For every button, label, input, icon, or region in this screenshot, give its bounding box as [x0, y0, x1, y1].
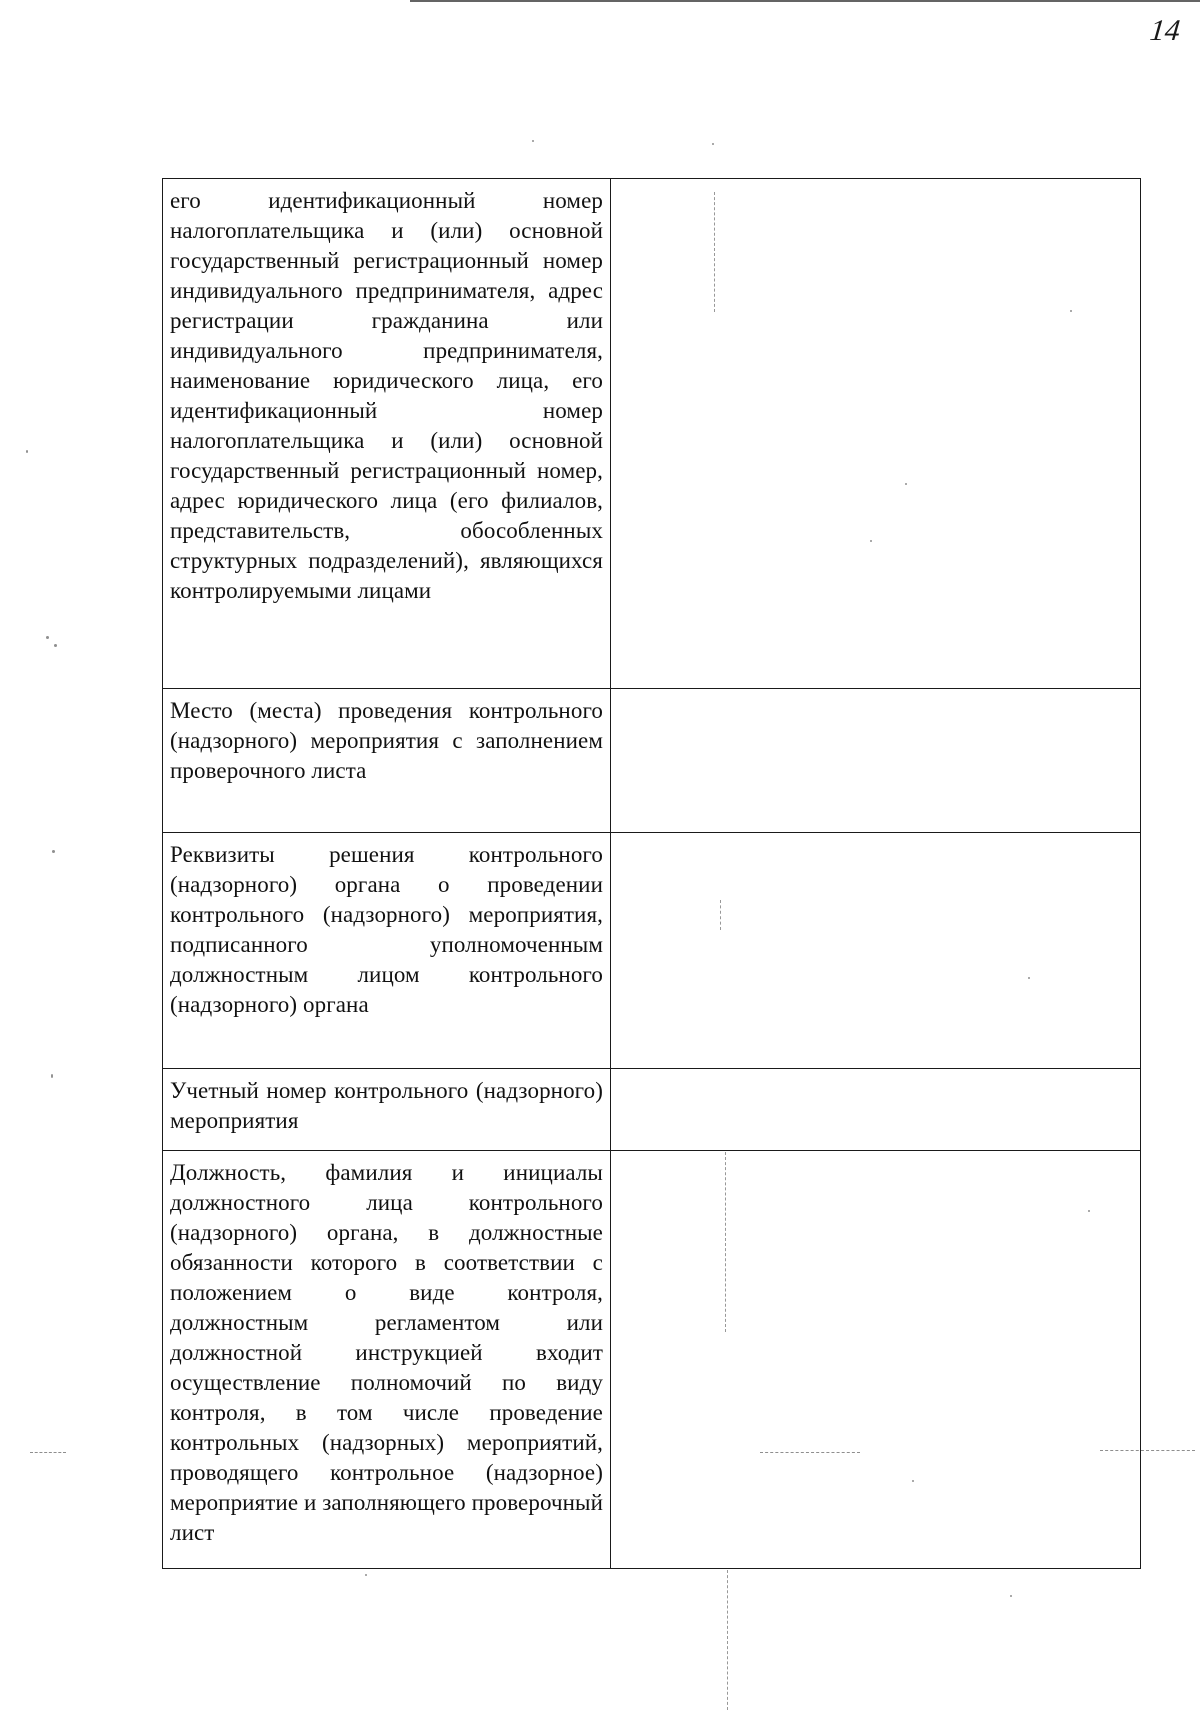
- scan-artifact-speck: [712, 143, 714, 145]
- scan-artifact-speck: [365, 1574, 367, 1576]
- scan-artifact-line: [760, 1452, 860, 1453]
- scan-artifact-line: [720, 900, 721, 930]
- scan-artifact-speck: [26, 450, 28, 453]
- scan-artifact-line: [30, 1452, 66, 1453]
- row-label: Реквизиты решения контрольного (надзорного) органа о проведении контрольного (надзорного) мероприятия, подписанного уполномоченным должностным лицом контрольного (надзорного) органа: [163, 833, 611, 1069]
- scan-artifact-speck: [912, 1480, 914, 1482]
- scan-artifact-line: [727, 1570, 728, 1710]
- scan-artifact-speck: [52, 850, 55, 853]
- scan-artifact-line: [1100, 1450, 1195, 1451]
- scan-artifact-speck: [1070, 310, 1072, 312]
- scan-artifact-speck: [1088, 1210, 1090, 1212]
- scan-artifact-line: [714, 192, 715, 312]
- row-label: Должность, фамилия и инициалы должностного лица контрольного (надзорного) органа, в должностные обязанности которого в соответствии с положением о виде контроля, должностным регламентом или должностной инструкцией входит осуществление полномочий по виду контроля, в том числе проведение контрольных (надзорных) мероприятий, проводящего контрольное (надзорное) мероприятие и заполняющего проверочный лист: [163, 1151, 611, 1569]
- table-row: [163, 1151, 1141, 1569]
- row-value-field[interactable]: [611, 1069, 1141, 1151]
- table-row: [163, 689, 1141, 833]
- table-row: [163, 1069, 1141, 1151]
- scan-artifact-speck: [870, 540, 872, 542]
- row-label: Учетный номер контрольного (надзорного) мероприятия: [163, 1069, 611, 1151]
- row-value-field[interactable]: [611, 833, 1141, 1069]
- scan-artifact-speck: [532, 140, 534, 142]
- scan-artifact-speck: [54, 644, 57, 647]
- row-value-field[interactable]: [611, 689, 1141, 833]
- scan-artifact-speck: [46, 636, 49, 639]
- row-label: его идентификационный номер налогоплательщика и (или) основной государственный регистрационный номер индивидуального предпринимателя, адрес регистрации гражданина или индивидуального предпринимателя, наименование юридического лица, его идентификационный номер налогоплательщика и (или) основной государственный регистрационный номер, адрес юридического лица (его филиалов, представительств, обособленных структурных подразделений), являющихся контролируемыми лицами: [163, 179, 611, 689]
- scan-artifact-line: [725, 1152, 726, 1332]
- row-label: Место (места) проведения контрольного (надзорного) мероприятия с заполнением проверочного листа: [163, 689, 611, 833]
- scan-artifact-speck: [1028, 977, 1030, 979]
- row-value-field[interactable]: [611, 179, 1141, 689]
- checklist-info-table: [162, 178, 1141, 1569]
- page-number: 14: [1148, 14, 1182, 47]
- scan-artifact-speck: [51, 1074, 53, 1078]
- scan-artifact-speck: [905, 483, 907, 485]
- row-value-field[interactable]: [611, 1151, 1141, 1569]
- scan-artifact-speck: [1010, 1595, 1012, 1597]
- table-row: [163, 833, 1141, 1069]
- table-row: [163, 179, 1141, 689]
- scan-top-edge-line: [410, 0, 1200, 2]
